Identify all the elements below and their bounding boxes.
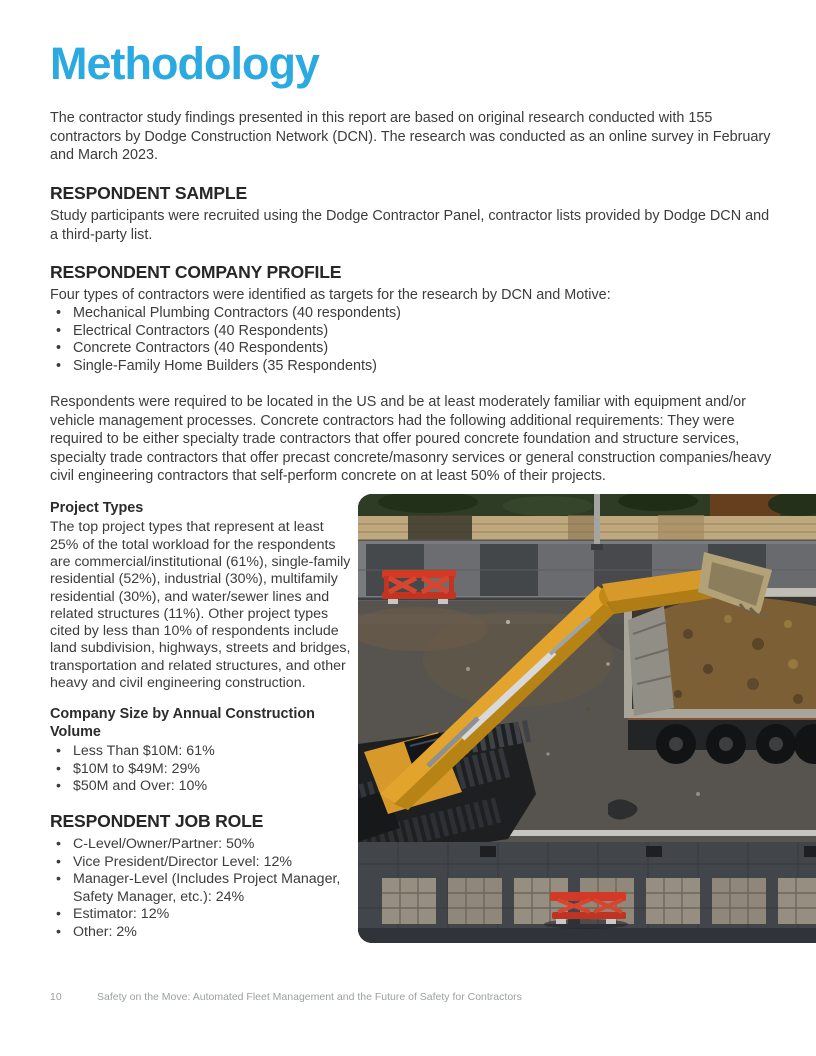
company-profile-lead: Four types of contractors were identified as targets for the research by DCN and Motive:: [50, 287, 611, 304]
list-item: • Vice President/Director Level: 12%: [50, 854, 352, 872]
footer-title: Safety on the Move: Automated Fleet Management and the Future of Safety for Contractors: [97, 991, 522, 1003]
list-item: • Concrete Contractors (40 Respondents): [50, 340, 772, 358]
job-role-list: [50, 836, 352, 942]
section-heading-job-role: RESPONDENT JOB ROLE: [50, 810, 264, 831]
list-item: • Single-Family Home Builders (35 Respondents): [50, 358, 772, 376]
company-size-list: [50, 743, 352, 796]
page-footer: [50, 991, 522, 1003]
contractor-types-list: [50, 305, 772, 376]
brick-wall: [358, 515, 816, 541]
list-item: • C-Level/Owner/Partner: 50%: [50, 836, 352, 854]
list-item: • $50M and Over: 10%: [50, 778, 352, 796]
subheading-project-types: Project Types: [50, 499, 144, 516]
project-types-paragraph: The top project types that represent at least 25% of the total workload for the respondents are commercial/institutional (61%), single-family residential (52%), industrial (30%), multifamily residential (30%), and water/sewer lines and related structures (11%). Other project types cited by less than 10% of respondents include land subdivision, highways, streets and bridges, transportation and related structures, and other heavy and civil engineering construction.: [50, 519, 351, 692]
page-title: Methodology: [50, 38, 319, 89]
construction-site-photo: [358, 494, 816, 943]
list-item: • Other: 2%: [50, 924, 352, 942]
list-item: • $10M to $49M: 29%: [50, 761, 352, 779]
respondent-sample-paragraph: Study participants were recruited using the Dodge Contractor Panel, contractor lists provided by Dodge DCN and a third-party list.: [50, 208, 770, 243]
list-item: • Electrical Contractors (40 Respondents): [50, 323, 772, 341]
section-heading-company-profile: RESPONDENT COMPANY PROFILE: [50, 262, 342, 283]
page-number: 10: [50, 991, 62, 1003]
left-column: [50, 500, 352, 942]
company-profile-paragraph: Respondents were required to be located in the US and be at least moderately familiar with equipment and/or vehicle management processes. Concrete contractors had the following additional requirements: They were required to be either specialty trade contractors that offer poured concrete foundation and structure services, specialty trade contractors that offer precast concrete/masonry services or general construction companies/heavy civil engineering contractors that self-perform concrete on at least 50% of their projects.: [50, 394, 772, 485]
intro-paragraph: The contractor study findings presented in this report are based on original research conducted with 155 contractors by Dodge Construction Network (DCN). The research was conducted as an online survey in February and March 2023.: [50, 110, 771, 164]
list-item: • Manager-Level (Includes Project Manager, Safety Manager, etc.): 24%: [50, 871, 352, 906]
section-heading-respondent-sample: RESPONDENT SAMPLE: [50, 183, 247, 204]
dump-truck: [624, 588, 816, 764]
list-item: • Mechanical Plumbing Contractors (40 respondents): [50, 305, 772, 323]
subheading-company-size: Company Size by Annual Construction Volume: [50, 706, 315, 740]
list-item: • Estimator: 12%: [50, 906, 352, 924]
list-item: • Less Than $10M: 61%: [50, 743, 352, 761]
